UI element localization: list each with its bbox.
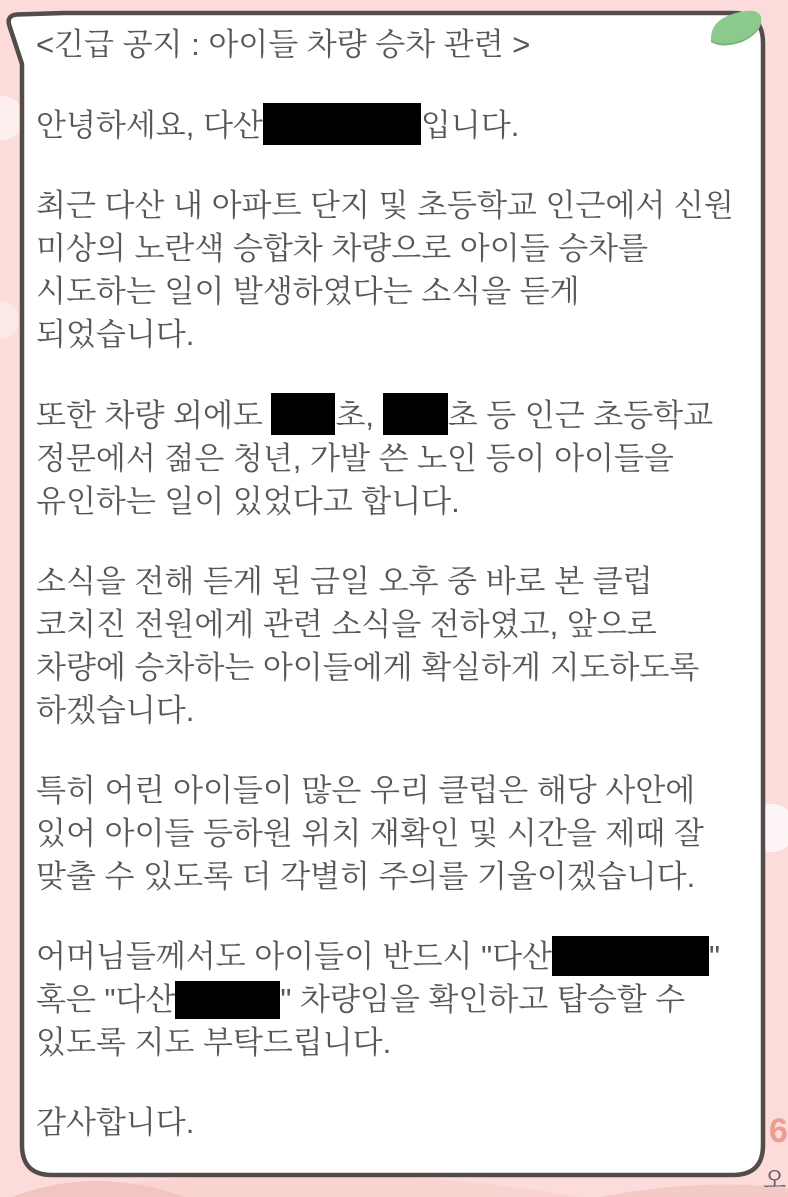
message-text: 어머님들께서도 아이들이 반드시 "다산: [36, 939, 552, 974]
timestamp-fragment: 오: [763, 1160, 786, 1197]
message-line: [36, 270, 748, 313]
message-text: 맞출 수 있도록 더 각별히 주의를 기울이겠습니다.: [36, 859, 696, 894]
message-text: 있도록 지도 부탁드립니다.: [36, 1025, 392, 1060]
message-paragraph: [36, 769, 748, 898]
message-line: [36, 603, 748, 646]
message-line: [36, 978, 748, 1021]
redaction-box: [271, 393, 335, 435]
message-line: [36, 393, 748, 437]
message-text: 초 등 인근 초등학교: [447, 398, 714, 433]
message-line: [36, 769, 748, 812]
message-text: 감사합니다.: [36, 1105, 195, 1140]
redaction-box: [383, 393, 448, 435]
message-line: [36, 437, 748, 480]
message-text: ": [708, 939, 720, 974]
redaction-box: [175, 981, 280, 1019]
message-text: 하겠습니다.: [36, 693, 195, 728]
message-line: [36, 935, 748, 978]
message-line: [36, 1101, 748, 1144]
message-text: 차량에 승차하는 아이들에게 확실하게 지도하도록: [36, 650, 700, 685]
message-text: 코치진 전원에게 관련 소식을 전하였고, 앞으로: [36, 607, 657, 642]
message-text: 유인하는 일이 있었다고 합니다.: [36, 484, 460, 519]
message-body: [36, 23, 748, 1144]
message-text: 정문에서 젊은 청년, 가발 쓴 노인 등이 아이들을: [36, 441, 674, 476]
message-text: 시도하는 일이 발생하였다는 소식을 듣게: [36, 274, 580, 309]
message-text: 소식을 전해 듣게 된 금일 오후 중 바로 본 클럽: [36, 564, 653, 599]
message-title: [36, 23, 748, 66]
message-line: [36, 184, 748, 227]
message-text: 특히 어린 아이들이 많은 우리 클럽은 해당 사안에: [36, 773, 696, 808]
message-text: 미상의 노란색 승합차 차량으로 아이들 승차를: [36, 231, 649, 266]
message-text: 초,: [335, 398, 383, 433]
message-text: 혹은 "다산: [36, 982, 176, 1017]
message-line: [36, 812, 748, 855]
message-text: 또한 차량 외에도: [36, 398, 272, 433]
message-paragraph: [36, 393, 748, 523]
message-line: [36, 313, 748, 356]
unread-count-badge: 6: [769, 1112, 788, 1150]
message-line: [36, 227, 748, 270]
message-line: [36, 560, 748, 603]
message-greeting: [36, 103, 748, 147]
message-line: [36, 103, 748, 147]
message-text: <긴급 공지 : 아이들 차량 승차 관련 >: [36, 27, 531, 62]
message-line: [36, 646, 748, 689]
message-text: 있어 아이들 등하원 위치 재확인 및 시간을 제때 잘: [36, 816, 704, 851]
message-text: 입니다.: [420, 108, 520, 143]
message-text: " 차량임을 확인하고 탑승할 수: [280, 982, 686, 1017]
redaction-box: [552, 936, 709, 976]
message-line: [36, 480, 748, 523]
message-line: [36, 1021, 748, 1064]
message-line: [36, 855, 748, 898]
message-closing: [36, 1101, 748, 1144]
message-text: 되었습니다.: [36, 317, 195, 352]
message-paragraph: [36, 935, 748, 1064]
message-line: [36, 23, 748, 66]
message-text: 안녕하세요, 다산: [36, 108, 263, 143]
message-paragraph: [36, 560, 748, 732]
message-line: [36, 689, 748, 732]
message-text: 최근 다산 내 아파트 단지 및 초등학교 인근에서 신원: [36, 188, 734, 223]
redaction-box: [263, 103, 421, 145]
message-paragraph: [36, 184, 748, 356]
